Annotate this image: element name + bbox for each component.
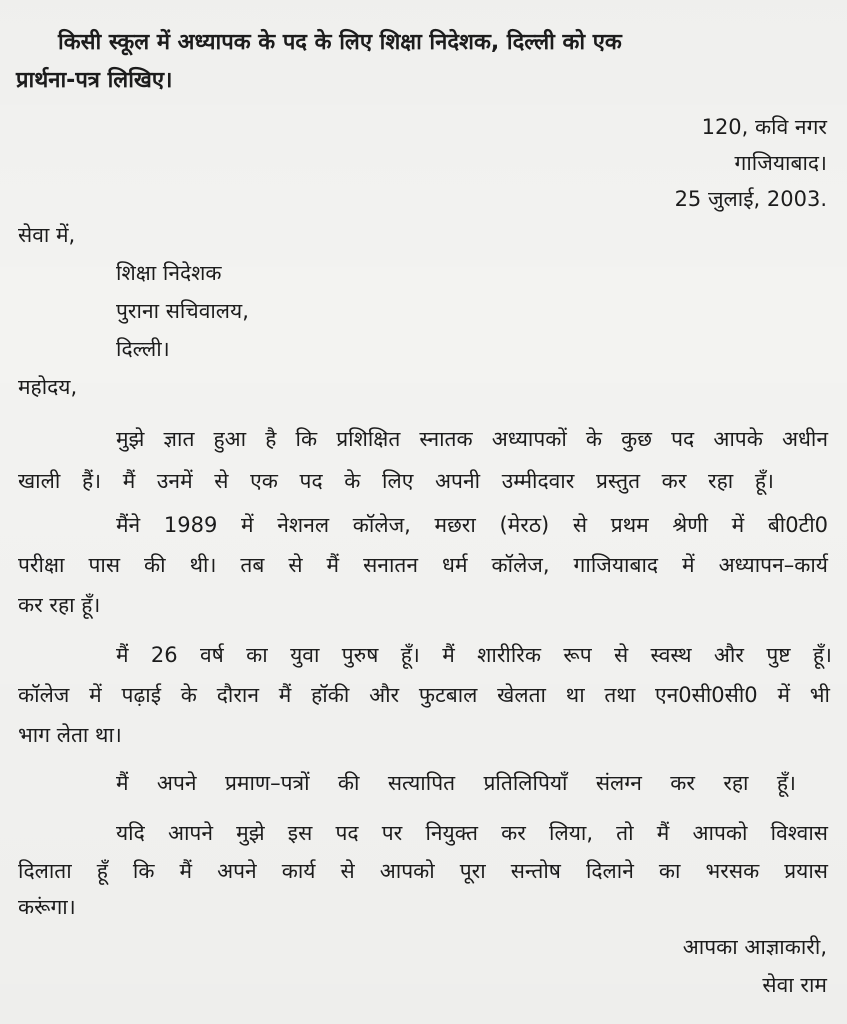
paragraph-1-line-2: खाली हैं। मैं उनमें से एक पद के लिए अपनी उम्मीदवार प्रस्तुत कर रहा हूँ। xyxy=(18,469,774,493)
paragraph-5-line-2: दिलाता हूँ कि मैं अपने कार्य से आपको पूरा सन्तोष दिलाने का भरसक प्रयास xyxy=(18,859,828,883)
paragraph-5-line-3: करूंगा। xyxy=(18,895,76,919)
question-heading-line-1: किसी स्कूल में अध्यापक के पद के लिए शिक्षा निदेशक, दिल्ली को एक xyxy=(58,30,622,55)
valediction: आपका आज्ञाकारी, xyxy=(682,935,827,959)
greeting: महोदय, xyxy=(18,375,78,399)
salutation-to: सेवा में, xyxy=(18,223,76,247)
paragraph-2-line-3: कर रहा हूँ। xyxy=(18,593,101,617)
paragraph-2-line-1: मैंने 1989 में नेशनल कॉलेज, मछरा (मेरठ) से प्रथम श्रेणी में बी0टी0 xyxy=(116,513,828,537)
paragraph-4-line-1: मैं अपने प्रमाण–पत्रों की सत्यापित प्रतिलिपियाँ संलग्न कर रहा हूँ। xyxy=(116,771,796,795)
question-heading-line-2: प्रार्थना-पत्र लिखिए। xyxy=(16,68,173,93)
signatory-name: सेवा राम xyxy=(762,973,827,997)
paragraph-3-line-2: कॉलेज में पढ़ाई के दौरान मैं हॉकी और फुटबाल खेलता था तथा एन0सी0सी0 में भी xyxy=(18,683,830,707)
recipient-city: दिल्ली। xyxy=(116,337,170,361)
paragraph-3-line-1: मैं 26 वर्ष का युवा पुरुष हूँ। मैं शारीरिक रूप से स्वस्थ और पुष्ट हूँ। xyxy=(116,643,832,667)
paragraph-2-line-2: परीक्षा पास की थी। तब से मैं सनातन धर्म कॉलेज, गाजियाबाद में अध्यापन–कार्य xyxy=(18,553,828,577)
letter-date: 25 जुलाई, 2003. xyxy=(674,187,827,211)
paragraph-5-line-1: यदि आपने मुझे इस पद पर नियुक्त कर लिया, तो मैं आपको विश्वास xyxy=(116,821,828,845)
recipient-office: पुराना सचिवालय, xyxy=(116,299,249,323)
recipient-designation: शिक्षा निदेशक xyxy=(116,261,222,285)
sender-address: 120, कवि नगर xyxy=(701,115,827,139)
paragraph-1-line-1: मुझे ज्ञात हुआ है कि प्रशिक्षित स्नातक अध्यापकों के कुछ पद आपके अधीन xyxy=(116,427,828,451)
paragraph-3-line-3: भाग लेता था। xyxy=(18,723,122,747)
sender-city: गाजियाबाद। xyxy=(734,151,827,175)
